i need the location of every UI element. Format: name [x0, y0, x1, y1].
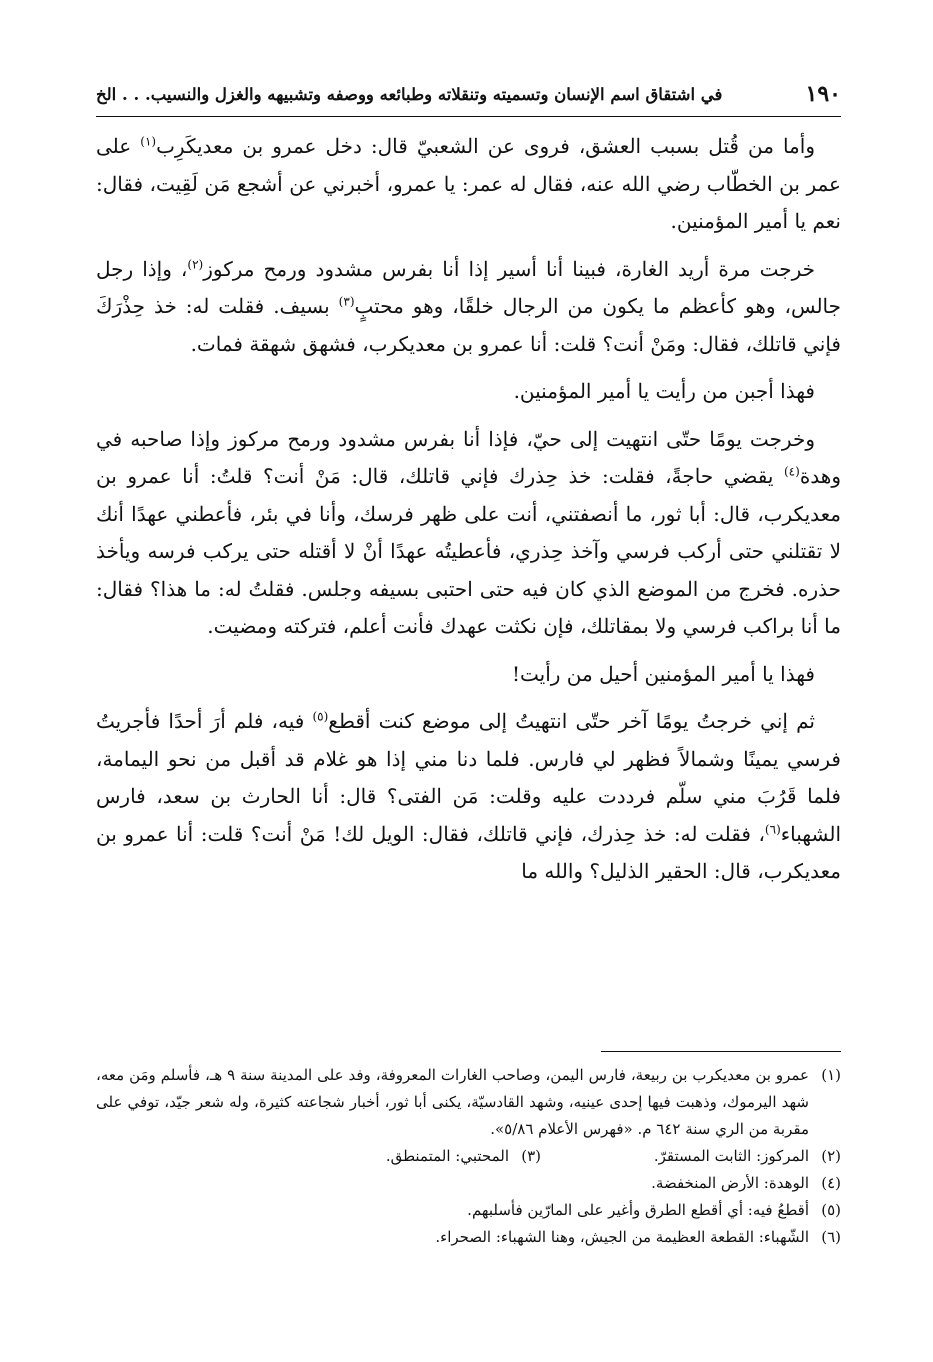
footnote-ref: (٤) — [783, 464, 800, 479]
footnote-number: (٢) — [821, 1147, 841, 1165]
paragraph-text: خرجت مرة أريد الغارة، فبينا أنا أسير إذا أنا بفرس مشدود ورمح مركوز — [203, 256, 816, 281]
footnote-text: المحتبي: المتمنطق. — [385, 1147, 509, 1165]
paragraph-text: وأما من قُتل بسبب العشق، فروى عن الشعبيّ قال: دخل عمرو بن معديكَرِب — [156, 134, 815, 158]
paragraph-1 — [96, 128, 841, 241]
paragraph-6 — [96, 703, 841, 891]
footnote-4 — [96, 1170, 841, 1197]
paragraph-text: ثم إني خرجتُ يومًا آخر حتّى انتهيتُ إلى موضع كنت أقطع — [328, 709, 816, 733]
paragraph-text: ، وإذا رجل جالس، وهو كأعظم ما يكون من الرجال خلقًا، وهو محتبٍ — [96, 256, 841, 318]
footnote-ref: (٥) — [312, 709, 329, 724]
footnote-3 — [241, 1143, 541, 1170]
paragraph-4 — [96, 421, 841, 646]
footnote-2-3 — [96, 1143, 841, 1170]
footnote-number: (٣) — [521, 1147, 541, 1165]
paragraph-2 — [96, 251, 841, 364]
main-text — [96, 128, 841, 901]
page-number: ١٩٠ — [805, 81, 841, 107]
footnote-text: عمرو بن معديكرب بن ربيعة، فارس اليمن، وصاحب الغارات المعروفة، وفد على المدينة سنة ٩ هـ، فأسلم ومَن معه، شهد اليرموك، وذهبت فيها إحدى عينيه، وشهد القادسيّة، يكنى أبا ثور، أخبار شجاعته كثيرة، وله شعر جيّد، توفي على مقربة من الري سنة ٦٤٢ م. «فهرس الأعلام ٥/٨٦». — [96, 1066, 810, 1138]
footnote-5 — [96, 1197, 841, 1224]
footnotes — [96, 1062, 841, 1251]
paragraph-3: فهذا أجبن من رأيت يا أمير المؤمنين. — [513, 379, 815, 403]
paragraph-text: على عمر بن الخطّاب رضي الله عنه، فقال له عمر: يا عمرو، أخبرني عن أشجع مَن لَقِيت، فقال: نعم يا أمير المؤمنين. — [96, 134, 841, 233]
footnote-ref: (٣) — [338, 294, 355, 309]
footnote-divider — [601, 1051, 841, 1052]
paragraph-5: فهذا يا أمير المؤمنين أحيل من رأيت! — [511, 661, 815, 686]
page-header — [96, 74, 841, 114]
footnote-ref: (١) — [140, 134, 157, 149]
footnote-2 — [541, 1143, 841, 1170]
footnote-number: (٤) — [821, 1174, 841, 1192]
footnote-text: أقطعُ فيه: أي أقطع الطرق وأغير على المارّين فأسلبهم. — [467, 1201, 809, 1219]
paragraph-text: يقضي حاجةً، فقلت: خذ حِذرك فإني قاتلك، قال: مَنْ أنت؟ قلتُ: أنا عمرو بن معديكرب، قال: أبا ثور، ما أنصفتني، أنت على ظهر فرسك، وأنا في بئر، فأعطني عهدًا أنك لا تقتلني حتى أركب فرسي وآخذ حِذري، فأعطيتُه عهدًا أنْ لا أقتله حتى يركب فرسه ويأخذ حذره. فخرج من الموضع الذي كان فيه حتى احتبى بسيفه وجلس. فقلتُ له: ما هذا؟ فقال: ما أنا براكب فرسي ولا بمقاتلك، فإن نكثت عهدك فأنت أعلم، فتركته ومضيت. — [96, 464, 841, 638]
header-divider — [96, 116, 841, 117]
paragraph-text: بسيف. فقلت له: خذ حِذْرَكَ فإني قاتلك، فقال: ومَنْ أنت؟ قلت: أنا عمرو بن معديكرب، فشهق شهقة فمات. — [96, 294, 841, 356]
paragraph-text: فيه، فلم أرَ أحدًا فأجريتُ فرسي يمينًا وشمالاً فظهر لي فارس. فلما دنا مني إذا هو غلام قد أقبل من نحو اليمامة، فلما قَرُبَ مني سلّم فرددت عليه وقلت: مَن الفتى؟ قال: أنا الحارث بن سعد، فارس الشهباء — [96, 709, 841, 846]
footnote-number: (١) — [821, 1066, 841, 1084]
footnote-text: الشّهباء: القطعة العظيمة من الجيش، وهنا الشهباء: الصحراء. — [435, 1228, 809, 1246]
footnote-ref: (٢) — [187, 256, 204, 271]
running-head: في اشتقاق اسم الإنسان وتسميته وتنقلاته وطبائعه ووصفه وتشبيهه والغزل والنسيب. . . الخ — [96, 84, 723, 104]
footnote-number: (٦) — [821, 1228, 841, 1246]
paragraph-text: ، فقلت له: خذ حِذرك، فإني قاتلك، فقال: الويل لك! مَنْ أنت؟ قلت: أنا عمرو بن معديكرب، قال: الحقير الذليل؟ والله ما — [96, 821, 841, 883]
footnote-6 — [96, 1224, 841, 1251]
footnote-text: الوهدة: الأرض المنخفضة. — [651, 1174, 809, 1192]
footnote-ref: (٦) — [764, 821, 781, 836]
paragraph-text: وخرجت يومًا حتّى انتهيت إلى حيّ، فإذا أنا بفرس مشدود ورمح مركوز وإذا صاحبه في وهدة — [96, 426, 841, 488]
footnote-number: (٥) — [821, 1201, 841, 1219]
footnote-text: المركوز: الثابت المستقرّ. — [653, 1147, 809, 1165]
footnote-1 — [96, 1062, 841, 1143]
